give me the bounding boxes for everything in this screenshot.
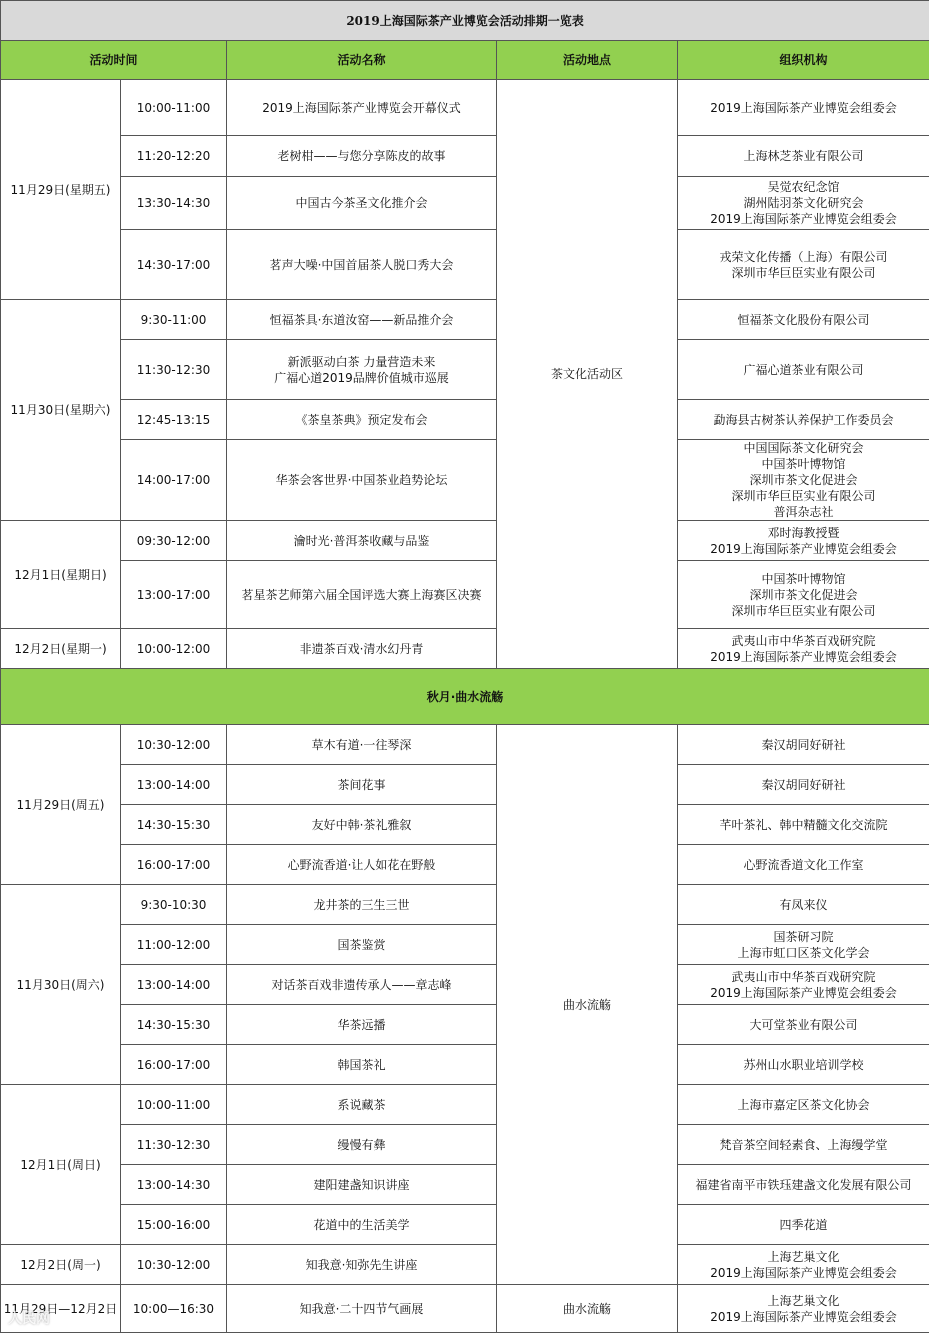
- org-cell: 中国国际茶文化研究会 中国茶叶博物馆 深圳市茶文化促进会 深圳市华巨臣实业有限公司 普洱杂志社: [678, 440, 929, 521]
- table-row: [1, 1085, 929, 1125]
- time-cell: 15:00-16:00: [121, 1205, 227, 1245]
- time-cell: 12:45-13:15: [121, 400, 227, 440]
- name-cell: 对话茶百戏非遗传承人——章志峰: [227, 965, 497, 1005]
- org-cell: 大可堂茶业有限公司: [678, 1005, 929, 1045]
- time-cell: 14:30-15:30: [121, 805, 227, 845]
- date-cell: 12月2日(星期一): [1, 629, 121, 669]
- venue-cell: 茶文化活动区: [497, 80, 678, 669]
- org-cell: 秦汉胡同好研社: [678, 765, 929, 805]
- org-cell: 有凤来仪: [678, 885, 929, 925]
- time-cell: 11:20-12:20: [121, 136, 227, 177]
- name-cell: 华茶远播: [227, 1005, 497, 1045]
- table-row: [1, 725, 929, 765]
- name-cell: 《茶皇茶典》预定发布会: [227, 400, 497, 440]
- name-cell: 恒福茶具·东道汝窑——新品推介会: [227, 300, 497, 340]
- org-cell: 广福心道茶业有限公司: [678, 340, 929, 400]
- name-cell: 友好中韩·茶礼雅叙: [227, 805, 497, 845]
- name-cell: 中国古今茶圣文化推介会: [227, 177, 497, 230]
- time-cell: 11:30-12:30: [121, 340, 227, 400]
- org-cell: 勐海县古树茶认养保护工作委员会: [678, 400, 929, 440]
- header-name: 活动名称: [227, 41, 497, 80]
- org-cell: 2019上海国际茶产业博览会组委会: [678, 80, 929, 136]
- venue-cell: 曲水流觞: [497, 725, 678, 1285]
- table-row: [1, 1045, 929, 1085]
- org-cell: 邓时海教授暨 2019上海国际茶产业博览会组委会: [678, 521, 929, 561]
- table-row: [1, 1005, 929, 1045]
- time-cell: 10:30-12:00: [121, 1245, 227, 1285]
- table-row: [1, 80, 929, 136]
- header-row: [1, 41, 929, 80]
- name-cell: 花道中的生活美学: [227, 1205, 497, 1245]
- date-cell: 11月29日—12月2日: [1, 1285, 121, 1333]
- date-cell: 12月2日(周一): [1, 1245, 121, 1285]
- org-cell: 梵音茶空间轻素食、上海缦学堂: [678, 1125, 929, 1165]
- table-row: [1, 885, 929, 925]
- time-cell: 13:00-14:00: [121, 965, 227, 1005]
- org-cell: 心野流香道文化工作室: [678, 845, 929, 885]
- section-title: 秋月·曲水流觞: [1, 669, 929, 725]
- header-time: 活动时间: [1, 41, 227, 80]
- name-cell: 瀹时光·普洱茶收藏与品鉴: [227, 521, 497, 561]
- time-cell: 9:30-10:30: [121, 885, 227, 925]
- table-row: [1, 400, 929, 440]
- name-cell: 茶间花事: [227, 765, 497, 805]
- time-cell: 10:00-12:00: [121, 629, 227, 669]
- table-row: [1, 965, 929, 1005]
- time-cell: 11:30-12:30: [121, 1125, 227, 1165]
- table-row: [1, 925, 929, 965]
- time-cell: 14:30-15:30: [121, 1005, 227, 1045]
- name-cell: 2019上海国际茶产业博览会开幕仪式: [227, 80, 497, 136]
- time-cell: 13:30-14:30: [121, 177, 227, 230]
- org-cell: 芊叶茶礼、韩中精髓文化交流院: [678, 805, 929, 845]
- title-row: [1, 1, 929, 41]
- name-cell: 茗星茶艺师第六届全国评选大赛上海赛区决赛: [227, 561, 497, 629]
- table-row: [1, 845, 929, 885]
- name-cell: 新派驱动白茶 力量营造未来 广福心道2019品牌价值城市巡展: [227, 340, 497, 400]
- org-cell: 吴觉农纪念馆 湖州陆羽茶文化研究会 2019上海国际茶产业博览会组委会: [678, 177, 929, 230]
- time-cell: 09:30-12:00: [121, 521, 227, 561]
- time-cell: 10:00-11:00: [121, 80, 227, 136]
- org-cell: 恒福茶文化股份有限公司: [678, 300, 929, 340]
- org-cell: 苏州山水职业培训学校: [678, 1045, 929, 1085]
- name-cell: 系说藏茶: [227, 1085, 497, 1125]
- time-cell: 14:30-17:00: [121, 230, 227, 300]
- venue-cell: 曲水流觞: [497, 1285, 678, 1333]
- table-row: [1, 1245, 929, 1285]
- date-cell: 11月30日(星期六): [1, 300, 121, 521]
- time-cell: 14:00-17:00: [121, 440, 227, 521]
- name-cell: 国茶鉴赏: [227, 925, 497, 965]
- org-cell: 上海林芝茶业有限公司: [678, 136, 929, 177]
- time-cell: 16:00-17:00: [121, 1045, 227, 1085]
- header-venue: 活动地点: [497, 41, 678, 80]
- time-cell: 10:30-12:00: [121, 725, 227, 765]
- org-cell: 四季花道: [678, 1205, 929, 1245]
- org-cell: 武夷山市中华茶百戏研究院 2019上海国际茶产业博览会组委会: [678, 629, 929, 669]
- date-cell: 11月29日(星期五): [1, 80, 121, 300]
- date-cell: 12月1日(星期日): [1, 521, 121, 629]
- table-row: [1, 440, 929, 521]
- time-cell: 16:00-17:00: [121, 845, 227, 885]
- table-row: [1, 1165, 929, 1205]
- table-row: [1, 765, 929, 805]
- time-cell: 13:00-14:30: [121, 1165, 227, 1205]
- time-cell: 13:00-17:00: [121, 561, 227, 629]
- org-cell: 戎荣文化传播（上海）有限公司 深圳市华巨臣实业有限公司: [678, 230, 929, 300]
- name-cell: 草木有道·一往琴深: [227, 725, 497, 765]
- name-cell: 龙井茶的三生三世: [227, 885, 497, 925]
- org-cell: 武夷山市中华茶百戏研究院 2019上海国际茶产业博览会组委会: [678, 965, 929, 1005]
- time-cell: 10:00-11:00: [121, 1085, 227, 1125]
- name-cell: 茗声大噪·中国首届茶人脱口秀大会: [227, 230, 497, 300]
- date-cell: 11月30日(周六): [1, 885, 121, 1085]
- table-row: [1, 230, 929, 300]
- table-row: [1, 1205, 929, 1245]
- date-cell: 12月1日(周日): [1, 1085, 121, 1245]
- org-cell: 国茶研习院 上海市虹口区茶文化学会: [678, 925, 929, 965]
- org-cell: 中国茶叶博物馆 深圳市茶文化促进会 深圳市华巨臣实业有限公司: [678, 561, 929, 629]
- table-row: [1, 1125, 929, 1165]
- table-row: [1, 521, 929, 561]
- table-row: [1, 177, 929, 230]
- name-cell: 非遗茶百戏·清水幻丹青: [227, 629, 497, 669]
- table-row: [1, 300, 929, 340]
- time-cell: 10:00—16:30: [121, 1285, 227, 1333]
- table-row: [1, 340, 929, 400]
- table-row: [1, 1285, 929, 1333]
- name-cell: 知我意·二十四节气画展: [227, 1285, 497, 1333]
- table-row: [1, 561, 929, 629]
- org-cell: 福建省南平市铁珏建盏文化发展有限公司: [678, 1165, 929, 1205]
- name-cell: 华茶会客世界·中国茶业趋势论坛: [227, 440, 497, 521]
- date-cell: 11月29日(周五): [1, 725, 121, 885]
- time-cell: 9:30-11:00: [121, 300, 227, 340]
- name-cell: 韩国茶礼: [227, 1045, 497, 1085]
- name-cell: 知我意·知弥先生讲座: [227, 1245, 497, 1285]
- section-row: [1, 669, 929, 725]
- name-cell: 心野流香道·让人如花在野般: [227, 845, 497, 885]
- table-title: 2019上海国际茶产业博览会活动排期一览表: [1, 1, 929, 41]
- watermark: 人民网: [8, 1311, 50, 1327]
- name-cell: 缦慢有彝: [227, 1125, 497, 1165]
- org-cell: 上海艺巢文化 2019上海国际茶产业博览会组委会: [678, 1285, 929, 1333]
- table-row: [1, 805, 929, 845]
- time-cell: 13:00-14:00: [121, 765, 227, 805]
- name-cell: 老树柑——与您分享陈皮的故事: [227, 136, 497, 177]
- org-cell: 秦汉胡同好研社: [678, 725, 929, 765]
- time-cell: 11:00-12:00: [121, 925, 227, 965]
- table-row: [1, 629, 929, 669]
- table-row: [1, 136, 929, 177]
- name-cell: 建阳建盏知识讲座: [227, 1165, 497, 1205]
- org-cell: 上海艺巢文化 2019上海国际茶产业博览会组委会: [678, 1245, 929, 1285]
- org-cell: 上海市嘉定区茶文化协会: [678, 1085, 929, 1125]
- header-org: 组织机构: [678, 41, 929, 80]
